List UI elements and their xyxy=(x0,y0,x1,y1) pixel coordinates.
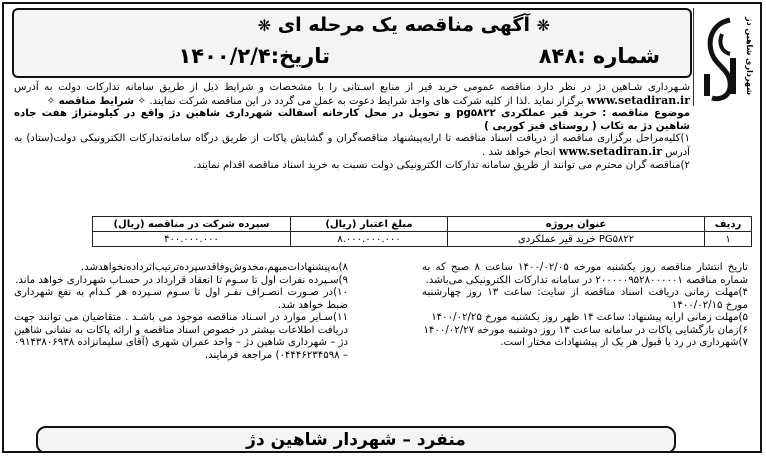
conditions-heading: ✧ شرایط مناقصه ✧ xyxy=(46,95,147,107)
setad-link[interactable]: www.setadiran.ir xyxy=(586,93,690,107)
list-item: ۴)مهلت زمانی دریافت اسناد مناقصه از سایت: ساعت ۱۳ روز چهارشنبه مورخ ۱۴۰۰/۰۲/۱۵ xyxy=(422,287,748,311)
col-header-project: عنوان پروژه xyxy=(448,217,705,232)
item-1 xyxy=(14,133,690,159)
list-item: ۵)مهلت زمانی ارایه پیشنهاد: ساعت ۱۴ ظهر روز یکشنبه مورخ ۱۴۰۰/۰۲/۲۵ xyxy=(431,312,748,323)
list-item: ۱۱)سـایر موارد در اسـناد مناقصه موجود می باشـد . متقاضیان می توانند جهت دریافت اطلاعات بیشتر در خصوص اسناد مناقصه و ارائه پاکات به نشانی شاهین دژ – شهرداری شاهین دژ – واحد عمران شهری (آقای سلیمانزاده ۰۹۱۴۳۸۰۶۹۳۸ – ۰۴۴۴۶۲۳۴۵۹۸) مراجعه فرمایند. xyxy=(14,312,348,361)
star-icon: ❋ xyxy=(257,16,272,35)
list-item: ۱۰)در صـورت انصـراف نفـر اول تا سـوم سـپرده هر کـدام به نفع شهرداری ضبط خواهد شد. xyxy=(14,287,348,311)
intro-paragraph xyxy=(14,82,690,108)
ad-title xyxy=(258,14,550,36)
ad-header xyxy=(12,8,692,78)
table-header-row xyxy=(93,217,752,232)
ad-frame xyxy=(2,2,762,453)
list-item: ۸)به‌پیشنهادات‌مبهم،مخدوش‌وفاقدسپرده‌ترتیب‌اثرداده‌نخواهدشد. xyxy=(80,262,348,273)
right-column xyxy=(422,262,748,350)
ad-body xyxy=(14,82,690,172)
ad-number: شماره :۸۴۸ xyxy=(538,44,660,68)
item-1-text-b: انجام خواهد شد . xyxy=(482,146,556,158)
table-row xyxy=(93,232,752,247)
left-column xyxy=(14,262,348,362)
cell-project: PG۵۸۲۲ خرید قیر عملکردی xyxy=(448,232,705,247)
municipality-logo-icon xyxy=(700,14,742,104)
list-item: ۷)شهرداری در رد یا قبول هر یک از پیشنهادات مختار است. xyxy=(500,337,748,348)
col-header-row-no: ردیف xyxy=(705,217,752,232)
intro-text-2: برگزار نماید .لذا از کلیه شرکت های واجد شرایط دعوت به عمل می گردد در این مناقصه شرکت نمایند. xyxy=(149,95,584,107)
cell-row-no: ۱ xyxy=(705,232,752,247)
ad-title-text: آگهی مناقصه یک مرحله ای xyxy=(277,14,530,36)
item-2: ۲)مناقصه گران محترم می توانند از طریق سامانه تدارکات الکترونیکی دولت نسبت به خرید اسناد مناقصه اقدام نمایند. xyxy=(193,159,690,171)
ad-number-line xyxy=(54,44,660,74)
logo-caption: شهرداری شاهین دژ xyxy=(745,16,754,96)
col-header-budget: مبلغ اعتبار (ریال) xyxy=(291,217,448,232)
star-icon: ❋ xyxy=(536,16,550,35)
signature-footer: منفرد – شهردار شاهین دژ xyxy=(36,426,676,453)
setad-link-2[interactable]: www.setadiran.ir xyxy=(558,144,663,158)
list-item: ۶)زمان بازگشایی پاکات در سامانه ساعت ۱۳ روز دوشنبه مورخه ۱۴۰۰/۰۲/۲۷ xyxy=(423,324,748,336)
subject-line: موضوع مناقصه : خرید قیر عملکردی pg۵۸۲۲ و تحویل در محل کارخانه آسفالت شهرداری شاهین دژ واقع در کیلومتراژ هفت جاده شاهین دژ به تکاب ( روستای قیز کورپی ) xyxy=(14,108,690,132)
intro-text: شـهرداری شـاهین دژ در نظر دارد مناقصه عمومی خرید قیر از منابع اسـتانی را با مشخصات و شرایط ذیل از طریق سامانه تدارکات دولت به آدرس xyxy=(14,82,690,93)
ad-date: تاریخ:۱۴۰۰/۲/۴ xyxy=(178,44,330,68)
cell-deposit: ۴۰۰.۰۰۰.۰۰۰ xyxy=(93,232,291,247)
logo-column xyxy=(693,8,756,106)
list-item: تاریخ انتشار مناقصه روز یکشنبه مورخه ۱۴۰۰/۰۲/۰۵ ساعت ۸ صبح که به شماره مناقصه ۲۰۰۰۰۰۹۵۲۸۰۰۰۰۰۱ در سامانه تدارکات الکترونیکی می‌باشد. xyxy=(422,262,749,286)
list-item: ۹)سـپرده نفرات اول تا سـوم تا انعقاد قرارداد در حسـاب شهرداری خواهد ماند. xyxy=(15,274,348,286)
col-header-deposit: سپرده شرکت در مناقصه (ریال) xyxy=(93,217,291,232)
item-1-text: ۱)کلیه‌مراحل برگزاری مناقصه از دریافت اسناد مناقصه تا ارایه‌پیشنهاد مناقصه‌گران و گشایش پاکات از طریق درگاه سامانه‌تدارکات الکترونیکی دولت(ستاد) به آدرس xyxy=(14,133,690,158)
cell-budget: ۸.۰۰۰.۰۰۰.۰۰۰ xyxy=(291,232,448,247)
tender-table xyxy=(92,216,752,247)
